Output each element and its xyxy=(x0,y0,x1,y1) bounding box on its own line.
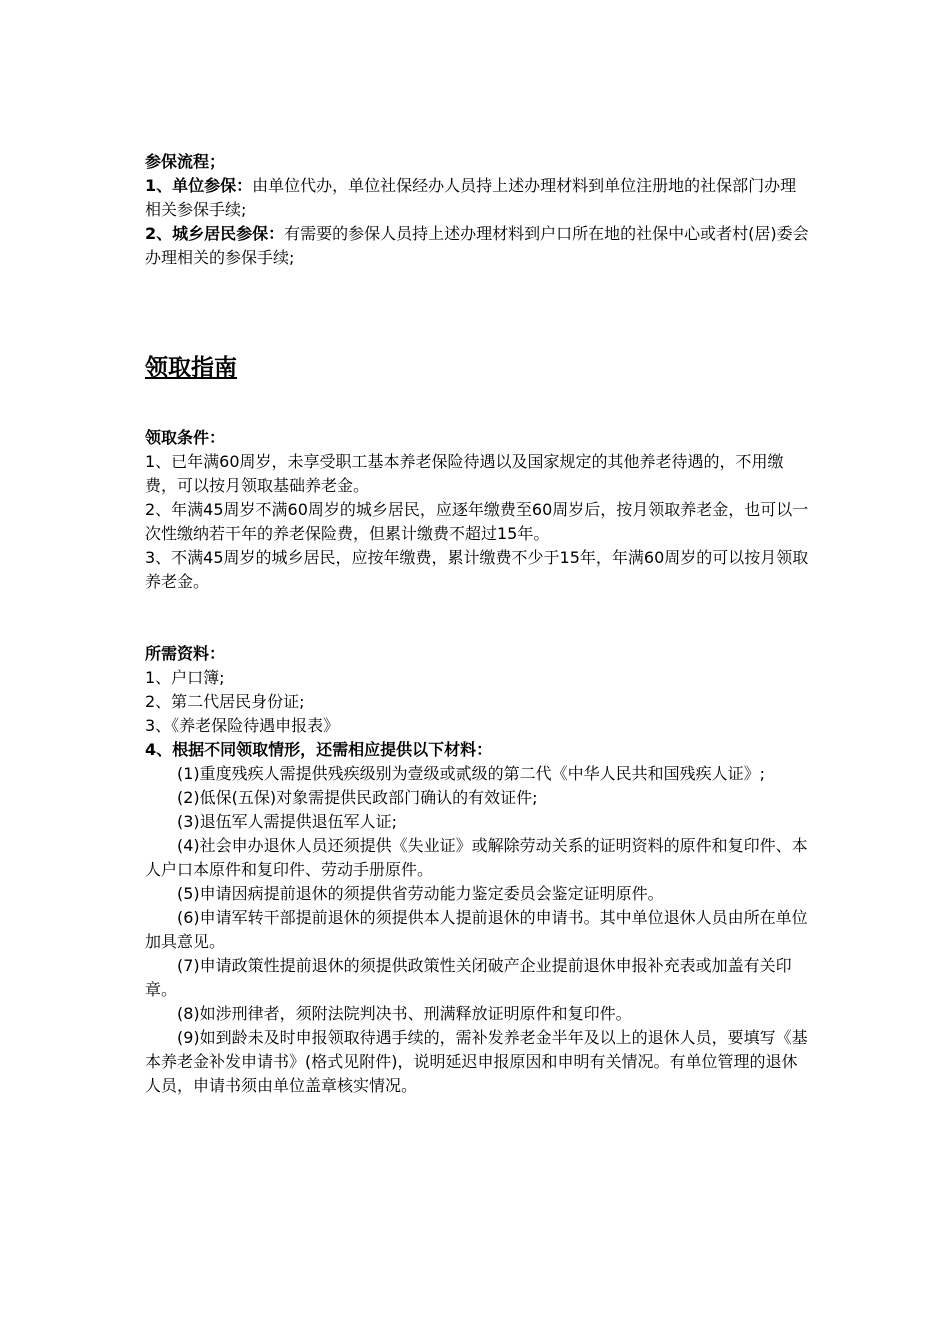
condition-item: 1、已年满60周岁，未享受职工基本养老保险待遇以及国家规定的其他养老待遇的，不用缴费，可以按月领取基础养老金。 xyxy=(145,452,784,495)
material-item: 3、《养老保险待遇申报表》 xyxy=(145,716,340,735)
guide-heading: 领取指南 xyxy=(145,355,237,381)
material-item: 1、户口簿; xyxy=(145,668,225,687)
material-item-4: 4、根据不同领取情形，还需相应提供以下材料： xyxy=(145,740,493,759)
enroll-item-resident xyxy=(145,222,810,270)
document-body xyxy=(145,150,810,1098)
enroll-item-resident-label: 2、城乡居民参保： xyxy=(145,224,285,243)
material-item: 2、第二代居民身份证; xyxy=(145,692,305,711)
material-sub-item: (9)如到龄未及时申报领取待遇手续的，需补发养老金半年及以上的退休人员，要填写《基本养老金补发申请书》(格式见附件)，说明延迟申报原因和申明有关情况。有单位管理的退休人员，申请书须由单位盖章核实情况。 xyxy=(145,1028,808,1095)
spacer xyxy=(145,594,810,642)
material-sub-item: (6)申请军转干部提前退休的须提供本人提前退休的申请书。其中单位退休人员由所在单位加具意见。 xyxy=(145,908,808,951)
enroll-process-title: 参保流程； xyxy=(145,152,226,171)
condition-item: 2、年满45周岁不满60周岁的城乡居民，应逐年缴费至60周岁后，按月领取养老金，也可以一次性缴纳若干年的养老保险费，但累计缴费不超过15年。 xyxy=(145,500,809,543)
conditions-title: 领取条件： xyxy=(145,428,226,447)
condition-item: 3、不满45周岁的城乡居民，应按年缴费，累计缴费不少于15年，年满60周岁的可以按月领取养老金。 xyxy=(145,548,809,591)
material-sub-item: (1)重度残疾人需提供残疾级别为壹级或贰级的第二代《中华人民共和国残疾人证》; xyxy=(177,764,766,783)
material-sub-item: (3)退伍军人需提供退伍军人证; xyxy=(177,812,398,831)
enroll-process-section xyxy=(145,150,810,270)
enroll-item-unit-label: 1、单位参保： xyxy=(145,176,253,195)
spacer xyxy=(145,384,810,426)
material-sub-item: (2)低保(五保)对象需提供民政部门确认的有效证件; xyxy=(177,788,538,807)
materials-title: 所需资料： xyxy=(145,644,226,663)
materials-section xyxy=(145,642,810,1098)
material-sub-item: (4)社会申办退休人员还须提供《失业证》或解除劳动关系的证明资料的原件和复印件、本人户口本原件和复印件、劳动手册原件。 xyxy=(145,836,808,879)
enroll-item-resident-text: 有需要的参保人员持上述办理材料到户口所在地的社保中心或者村(居)委会办理相关的参保手续; xyxy=(145,224,809,267)
spacer xyxy=(145,270,810,352)
material-sub-item: (7)申请政策性提前退休的须提供政策性关闭破产企业提前退休申报补充表或加盖有关印章。 xyxy=(145,956,792,999)
enroll-item-unit xyxy=(145,174,810,222)
material-sub-item: (8)如涉刑律者，须附法院判决书、刑满释放证明原件和复印件。 xyxy=(177,1004,632,1023)
conditions-section xyxy=(145,426,810,594)
enroll-item-unit-text: 由单位代办，单位社保经办人员持上述办理材料到单位注册地的社保部门办理相关参保手续; xyxy=(145,176,797,219)
material-sub-item: (5)申请因病提前退休的须提供省劳动能力鉴定委员会鉴定证明原件。 xyxy=(177,884,664,903)
